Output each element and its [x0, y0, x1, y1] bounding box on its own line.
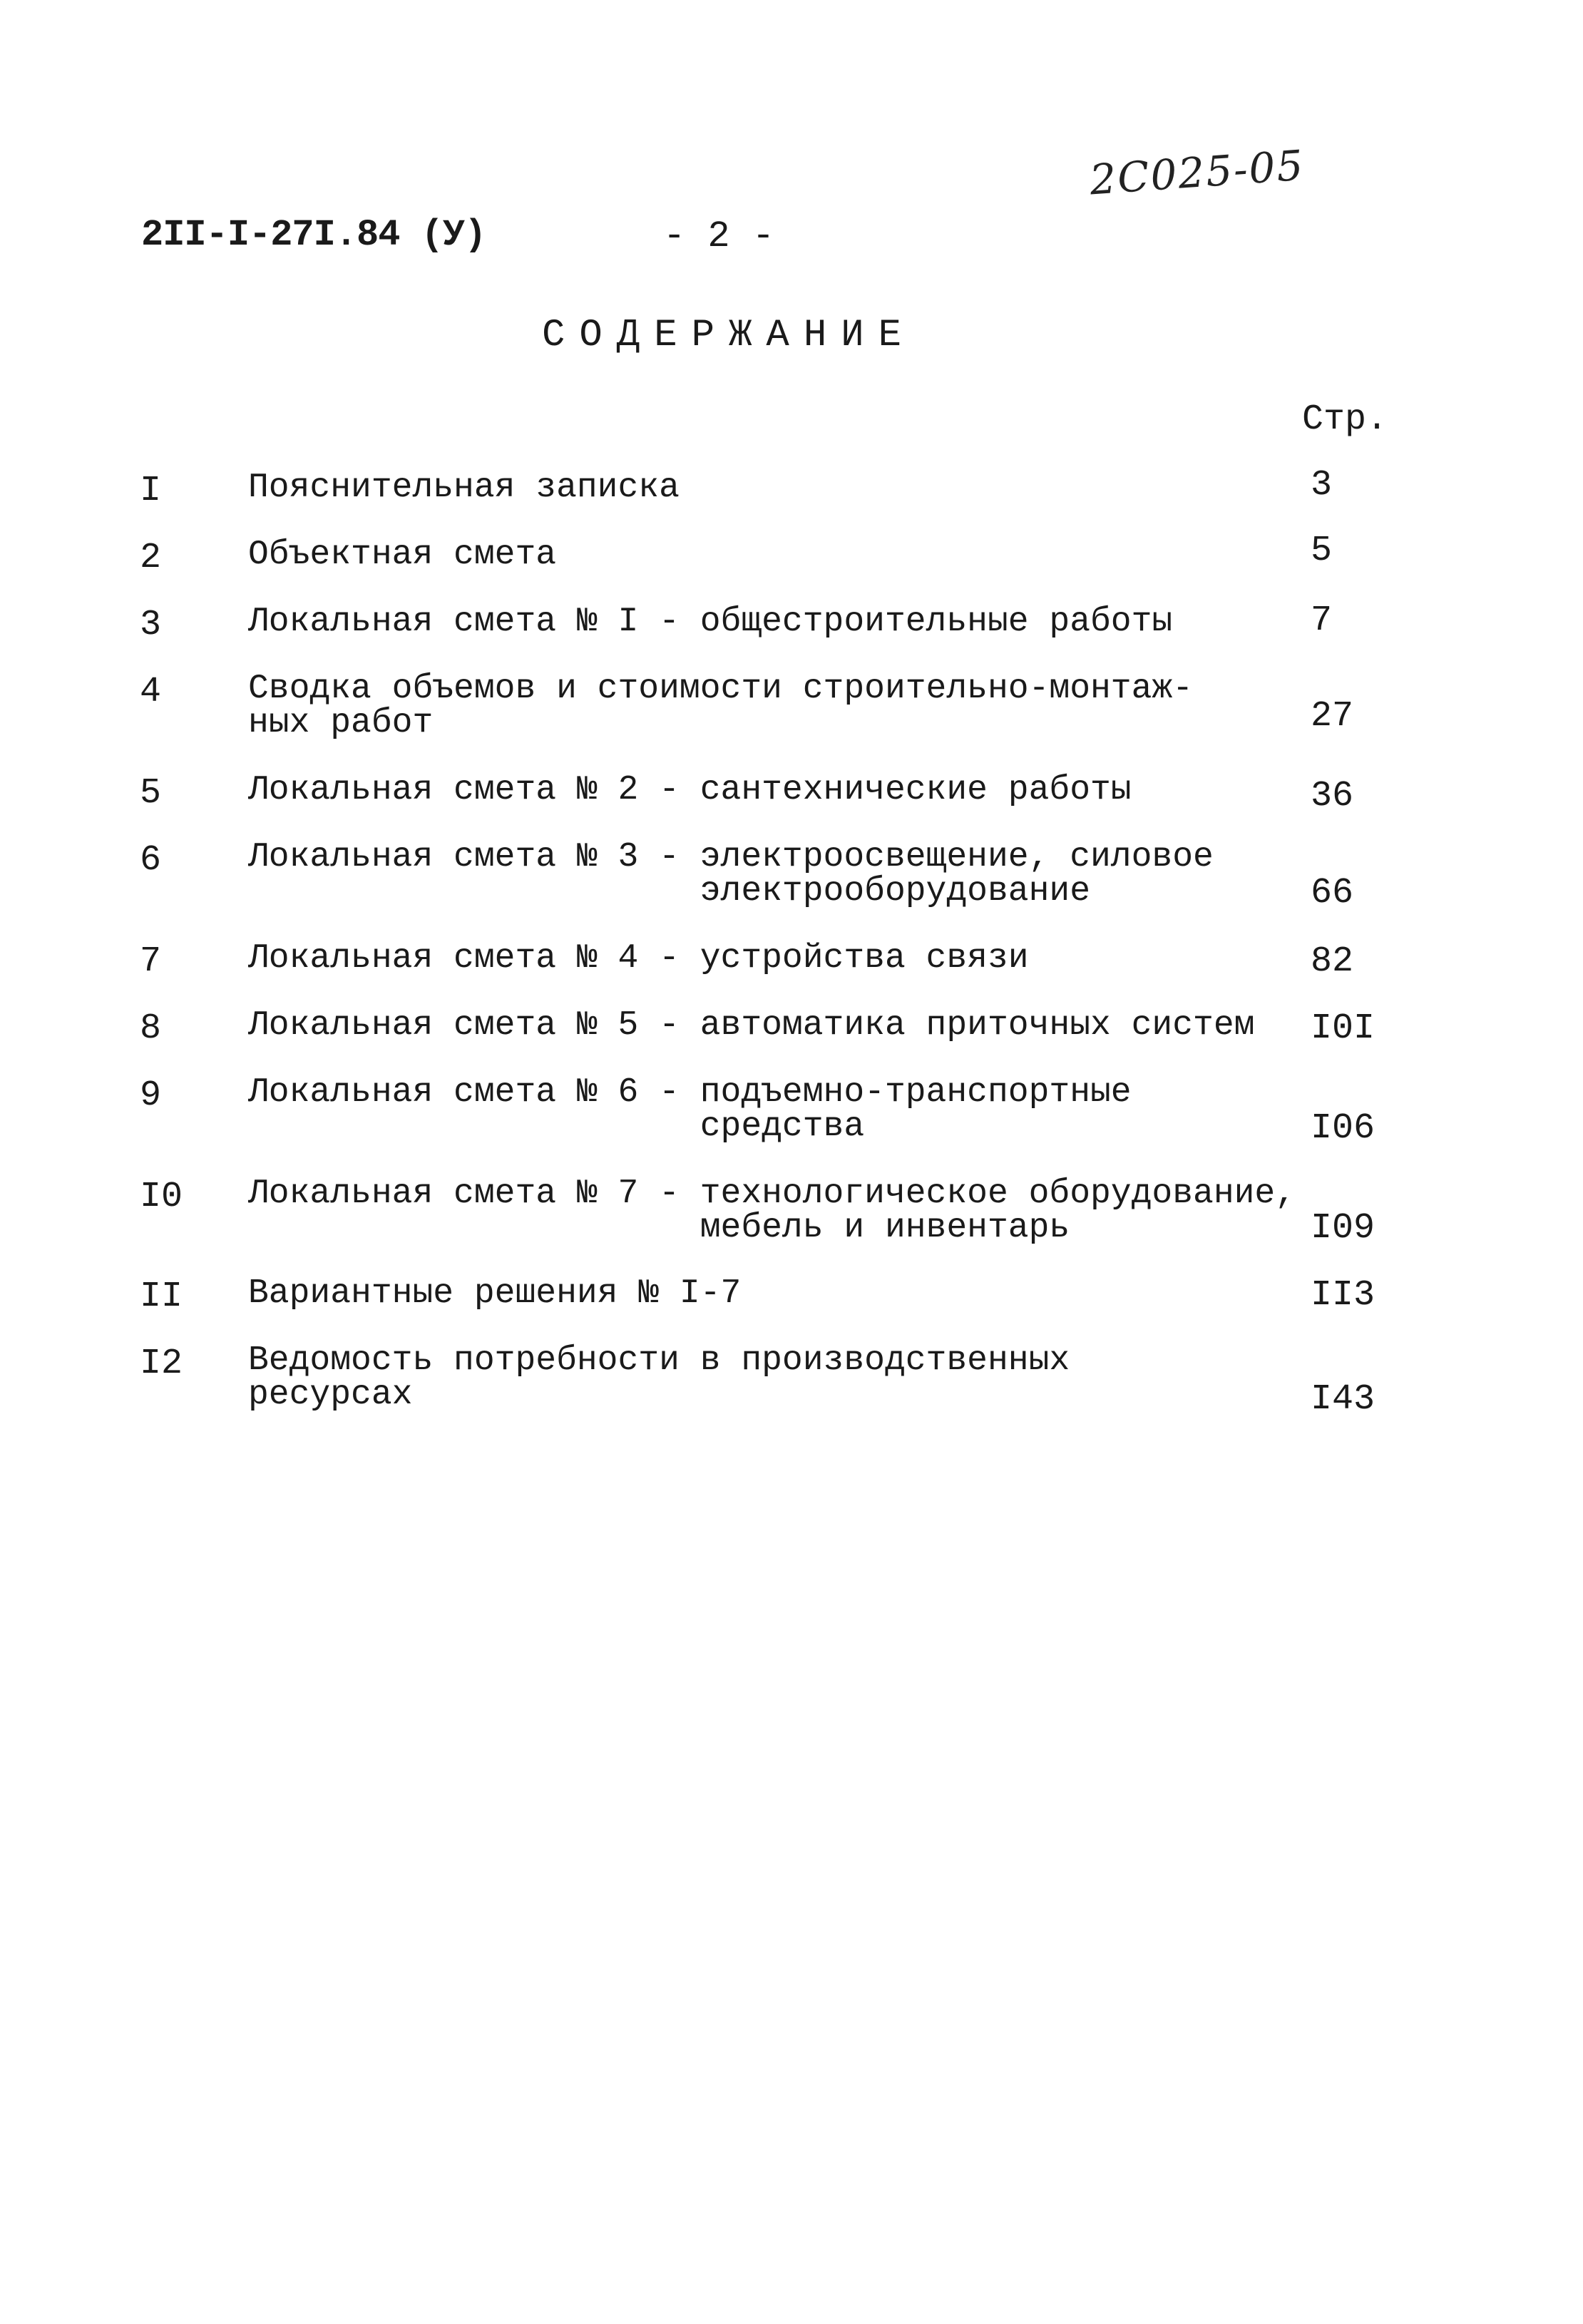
toc-number: 9 [140, 1075, 162, 1116]
toc-title: Локальная смета № 4 - устройства связи [248, 939, 1029, 978]
toc-title: Локальная смета № 2 - сантехнические работы [248, 771, 1132, 809]
toc-title: Локальная смета № 3 - электроосвещение, силовое электрооборудование [248, 838, 1214, 911]
toc-title: Локальная смета № 6 - подъемно-транспортные средства [248, 1073, 1132, 1146]
page-number: - 2 - [663, 215, 775, 257]
toc-number: I2 [140, 1343, 183, 1384]
toc-page: 3 [1311, 465, 1333, 506]
toc-page: 82 [1311, 941, 1354, 982]
toc-page: I43 [1311, 1379, 1375, 1420]
toc-title: Ведомость потребности в производственных ресурсах [248, 1341, 1070, 1414]
toc-page: 36 [1311, 776, 1354, 817]
toc-page: 7 [1311, 600, 1333, 641]
toc-title: Локальная смета № 7 - технологическое оборудование, мебель и инвентарь [248, 1174, 1296, 1247]
toc-page: I06 [1311, 1108, 1375, 1149]
toc-title: Пояснительная записка [248, 469, 680, 507]
page-column-header: Стр. [1302, 399, 1388, 440]
toc-number: 6 [140, 840, 162, 881]
toc-number: 5 [140, 773, 162, 814]
toc-title: Локальная смета № I - общестроительные работы [248, 603, 1173, 641]
toc-page: 5 [1311, 531, 1333, 571]
page-title: СОДЕРЖАНИЕ [542, 314, 916, 357]
toc-number: 7 [140, 941, 162, 982]
toc-number: 3 [140, 605, 162, 645]
toc-title: Вариантные решения № I-7 [248, 1274, 742, 1313]
toc-number: I0 [140, 1177, 183, 1217]
toc-number: I [140, 471, 162, 511]
document-code: 2II-I-27I.84 (У) [141, 214, 486, 256]
toc-number: 8 [140, 1008, 162, 1049]
toc-page: I09 [1311, 1208, 1375, 1249]
toc-title: Объектная смета [248, 536, 557, 574]
toc-page: II3 [1311, 1275, 1375, 1316]
toc-page: 66 [1311, 873, 1354, 913]
toc-title: Сводка объемов и стоимости строительно-монтаж- ных работ [248, 670, 1194, 742]
toc-number: 4 [140, 672, 162, 712]
toc-title: Локальная смета № 5 - автоматика приточных систем [248, 1006, 1255, 1045]
toc-number: II [140, 1276, 183, 1317]
toc-number: 2 [140, 538, 162, 578]
toc-page: I0I [1311, 1008, 1375, 1049]
toc-page: 27 [1311, 696, 1354, 737]
handwritten-note: 2С025-05 [1087, 140, 1306, 205]
